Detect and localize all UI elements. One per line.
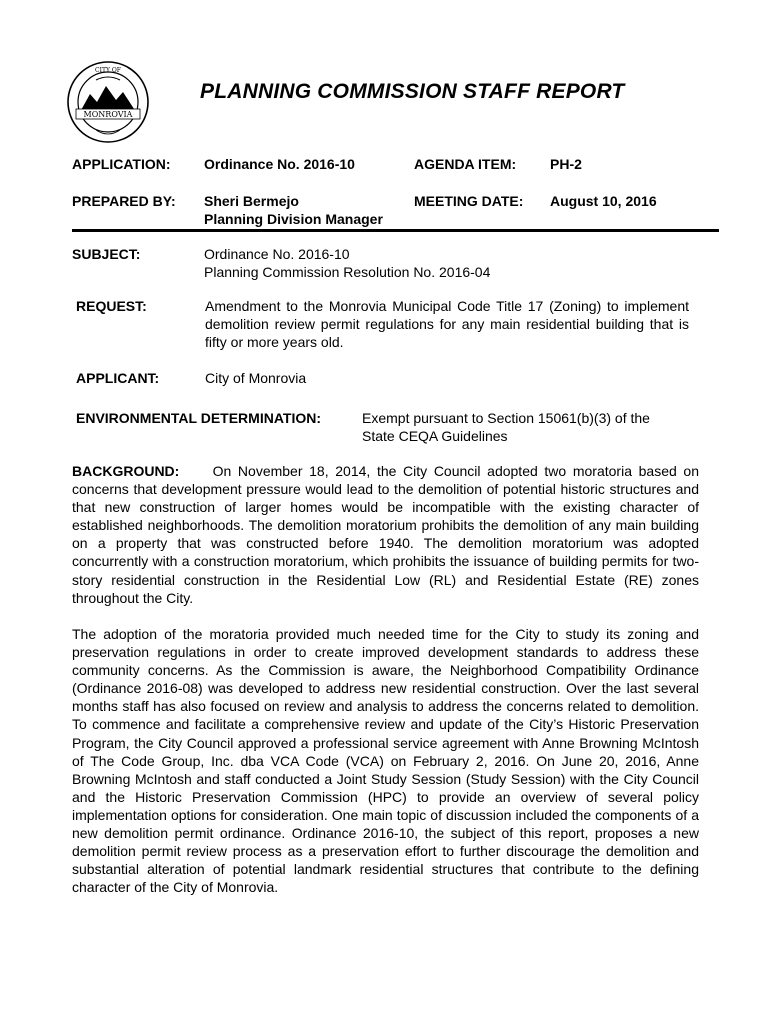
agenda-item-label: AGENDA ITEM:	[414, 156, 517, 172]
meeting-date-label: MEETING DATE:	[414, 193, 524, 209]
environmental-label: ENVIRONMENTAL DETERMINATION:	[76, 410, 321, 426]
subject-label: SUBJECT:	[72, 246, 141, 262]
request-text: Amendment to the Monrovia Municipal Code Title 17 (Zoning) to implement demolition review permit regulations for any main residential building that is fifty or more years old.	[205, 298, 689, 350]
applicant-label: APPLICANT:	[76, 370, 160, 386]
city-seal-logo	[66, 60, 150, 144]
agenda-item-value: PH-2	[550, 156, 582, 172]
background-paragraph-2: The adoption of the moratoria provided much needed time for the City to study its zoning and preservation regulations in order to create improved development standards to address these community concerns. As the Commission is aware, the Neighborhood Compatibility Ordinance (Ordinance 2016-08) was developed to address new residential construction. Over the last several months staff has also focused on review and analysis to address the concerns related to demolition. To commence and facilitate a comprehensive review and update of the City’s Historic Preservation Program, the City Council approved a professional service agreement with Anne Browning McIntosh of The Code Group, Inc. dba VCA Code (VCA) on February 2, 2016. On June 20, 2016, Anne Browning McIntosh and staff conducted a Joint Study Session (Study Session) with the City Council and the Historic Preservation Commission (HPC) to provide an overview of several policy implementation options for consideration. One main topic of discussion included the components of a new demolition permit ordinance. Ordinance 2016-10, the subject of this report, proposes a new demolition permit review process as a preservation effort to further discourage the demolition and substantial alteration of potential landmark residential structures that contribute to the defining character of the City of Monrovia.	[72, 626, 699, 896]
applicant-value: City of Monrovia	[205, 370, 307, 386]
seal-text: MONROVIA	[83, 110, 133, 119]
subject-line-2: Planning Commission Resolution No. 2016-04	[204, 264, 491, 280]
application-label: APPLICATION:	[72, 156, 171, 172]
environmental-value	[362, 409, 650, 445]
prepared-by-name: Sheri Bermejo	[204, 193, 299, 209]
request-label: REQUEST:	[76, 298, 147, 314]
application-value: Ordinance No. 2016-10	[204, 156, 355, 172]
environmental-line-1: Exempt pursuant to Section 15061(b)(3) of the	[362, 410, 650, 426]
meeting-date-value: August 10, 2016	[550, 193, 657, 209]
background-label: BACKGROUND:	[72, 463, 180, 479]
subject-line-1: Ordinance No. 2016-10	[204, 246, 350, 262]
header-divider	[72, 229, 719, 232]
background-paragraph-1	[72, 462, 699, 607]
background-text-1: On November 18, 2014, the City Council adopted two moratoria based on concerns that development pressure would lead to the demolition of potential historic structures and that new construction of larger homes would be incompatible with the existing character of established neighborhoods. The demolition moratorium prohibits the demolition of any main building on a property that was constructed before 1940. The demolition moratorium was adopted concurrently with a construction moratorium, which prohibits the issuance of building permits for two-story residential construction in the Residential Low (RL) and Residential Estate (RE) zones throughout the City.	[72, 463, 700, 606]
subject-value	[204, 245, 490, 281]
prepared-by-title: Planning Division Manager	[204, 211, 383, 227]
environmental-line-2: State CEQA Guidelines	[362, 428, 508, 444]
svg-text:CITY OF: CITY OF	[95, 67, 121, 74]
report-title: PLANNING COMMISSION STAFF REPORT	[200, 80, 625, 103]
prepared-by-label: PREPARED BY:	[72, 193, 176, 209]
